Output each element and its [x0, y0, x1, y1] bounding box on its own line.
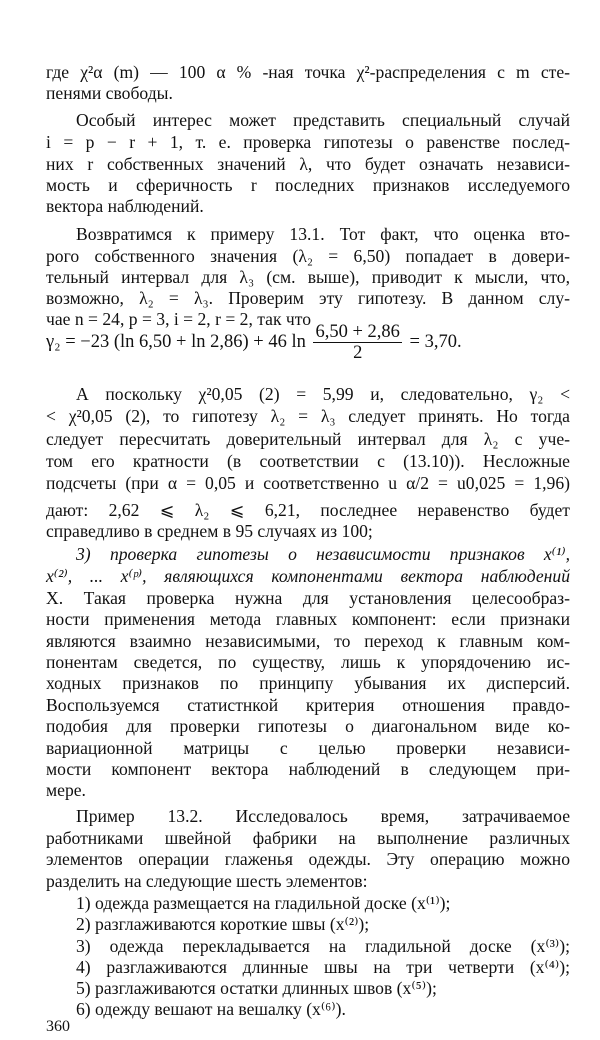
text-line: где χ²α (m) — 100 α % -ная точка χ²-распределения с m сте- — [46, 62, 570, 82]
text-line: подсчеты (при α = 0,05 и соответственно u α/2 = u0,025 = 1,96) — [46, 473, 570, 493]
text-line: элементов операции глаженья одежды. Эту операцию можно — [46, 849, 570, 869]
text-line: дают: 2,62 ⩽ λ₂ ⩽ 6,21, последнее неравенство будет — [46, 500, 570, 520]
fraction-denominator: 2 — [353, 343, 363, 363]
text-line: вариационной матрицы с целью проверки независи- — [46, 738, 570, 758]
text-line: тельный интервал для λ₃ (см. выше), приводит к мысли, что, — [46, 267, 570, 287]
list-item: 4) разглаживаются длинные швы на три четверти (x⁽⁴⁾); — [76, 957, 570, 977]
list-item: 1) одежда размещается на гладильной доске (x⁽¹⁾); — [76, 893, 451, 913]
list-item: 6) одежду вешают на вешалку (x⁽⁶⁾). — [76, 999, 346, 1019]
formula-rhs: = 3,70. — [409, 331, 462, 352]
page-number: 360 — [46, 1018, 70, 1035]
text-line: пенями свободы. — [46, 83, 173, 103]
fraction-numerator: 6,50 + 2,86 — [315, 322, 400, 342]
text-line: справедливо в среднем в 95 случаях из 100; — [46, 521, 373, 541]
text-line: следует пересчитать доверительный интервал для λ₂ с уче- — [46, 429, 570, 449]
formula-lhs: γ₂ = −23 (ln 6,50 + ln 2,86) + 46 ln — [46, 331, 306, 352]
text-line: ности применения метода главных компонент: если признаки — [46, 609, 570, 629]
text-line: рого собственного значения (λ₂ = 6,50) попадает в довери- — [46, 246, 570, 266]
text-line: А поскольку χ²0,05 (2) = 5,99 и, следовательно, γ₂ < — [76, 384, 570, 404]
text-line: работниками швейной фабрики на выполнение различных — [46, 828, 570, 848]
text-line: Воспользуемся статистнкой критерия отношения правдо- — [46, 695, 570, 715]
text-line: i = p − r + 1, т. е. проверка гипотезы о равенстве послед- — [46, 132, 570, 152]
text-line: 3) проверка гипотезы о независимости признаков x⁽¹⁾, — [76, 544, 570, 564]
text-line: понентам сведется, по существу, лишь к упорядочению ис- — [46, 652, 570, 672]
formula-fraction — [313, 322, 401, 363]
text-line: Особый интерес может представить специальный случай — [76, 110, 570, 130]
text-line: мости компонент вектора наблюдений в следующем при- — [46, 759, 570, 779]
formula-gamma2 — [46, 322, 570, 372]
text-line: вектора наблюдений. — [46, 196, 204, 216]
list-item: 5) разглаживаются остатки длинных швов (x⁽⁵⁾); — [76, 978, 437, 998]
text-line: x⁽²⁾, ... x⁽ᵖ⁾, являющихся компонентами вектора наблюдений — [46, 566, 570, 586]
text-line: Возвратимся к примеру 13.1. Тот факт, что оценка вто- — [76, 224, 570, 244]
text-line: разделить на следующие шесть элементов: — [46, 871, 368, 891]
text-line: чае n = 24, p = 3, i = 2, r = 2, так что — [46, 309, 312, 329]
list-item: 3) одежда перекладывается на гладильной доске (x⁽³⁾); — [76, 936, 570, 956]
text-line: них r собственных значений λ, что будет означать независи- — [46, 154, 570, 174]
text-line: подобия для проверки гипотезы о диагональном виде ко- — [46, 716, 570, 736]
text-line: < χ²0,05 (2), то гипотезу λ₂ = λ₃ следует принять. Но тогда — [46, 406, 570, 426]
list-item: 2) разглаживаются короткие швы (x⁽²⁾); — [76, 914, 370, 934]
text-line: Пример 13.2. Исследовалось время, затрачиваемое — [76, 806, 570, 826]
text-line: том его кратности (в соответствии с (13.10)). Несложные — [46, 451, 570, 471]
text-line: мость и сферичность r последних признаков исследуемого — [46, 175, 570, 195]
text-line: мере. — [46, 780, 86, 800]
text-line: возможно, λ₂ = λ₃. Проверим эту гипотезу. В данном слу- — [46, 288, 570, 308]
text-line: X. Такая проверка нужна для установления целесообраз- — [46, 588, 570, 608]
text-line: являются взаимно независимыми, то переход к главным ком- — [46, 631, 570, 651]
text-line: ходных признаков по принципу убывания их дисперсий. — [46, 673, 570, 693]
